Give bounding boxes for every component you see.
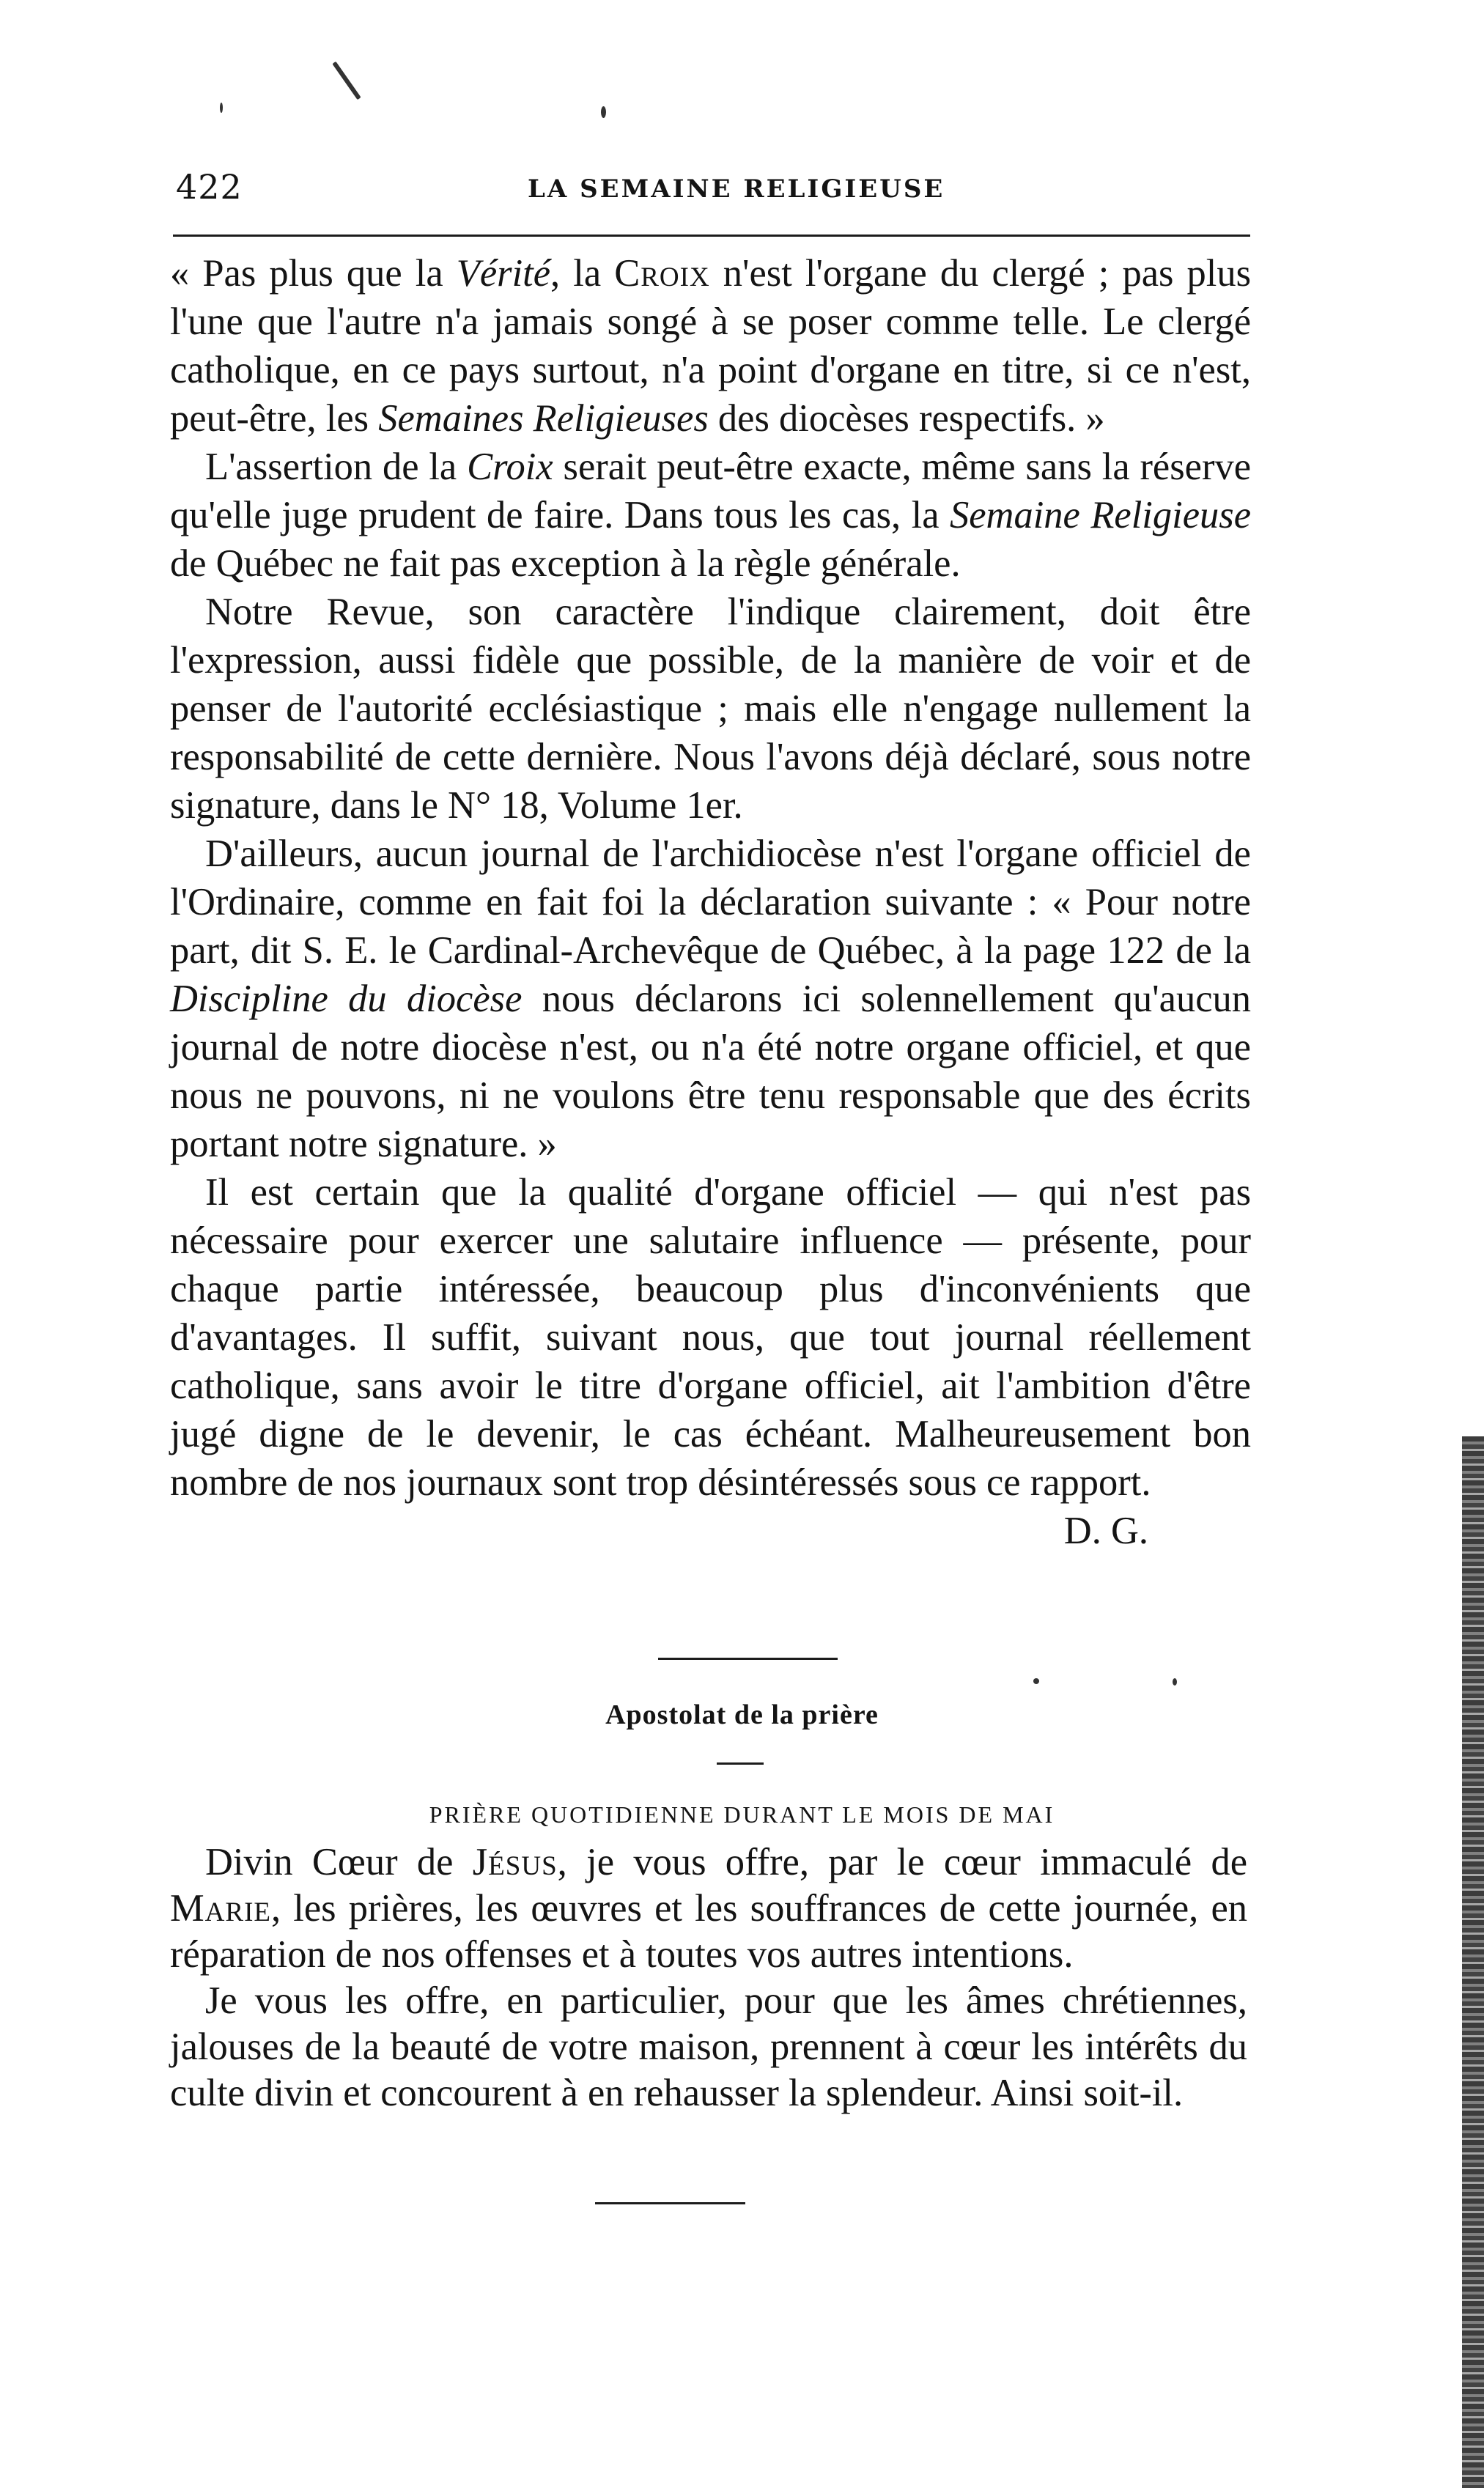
section-subtitle: PRIÈRE QUOTIDIENNE DURANT LE MOIS DE MAI <box>429 1801 1055 1828</box>
ink-speck <box>1173 1678 1177 1686</box>
paragraph-2: L'assertion de la Croix serait peut-être exacte, même sans la réserve qu'elle juge prudent de faire. Dans tous les cas, la Semaine Religieuse de Québec ne fait pas exception à la règle générale. <box>170 446 1251 585</box>
title-dash <box>717 1762 764 1765</box>
page-edge-shadow <box>1462 1436 1484 2488</box>
page-number: 422 <box>176 167 243 207</box>
paragraph-1: « Pas plus que la Vérité, la Croix n'est l'organe du clergé ; pas plus l'une que l'autre n'a jamais songé à se poser comme telle. Le clergé catholique, en ce pays surtout, n'a point d'organe en titre, si ce n'est, peut-être, les Semaines Religieuses des diocèses respectifs. » <box>170 252 1252 440</box>
ink-speck <box>601 106 606 118</box>
prayer-paragraph-1: Divin Cœur de Jésus, je vous offre, par le cœur immaculé de Marie, les prières, les œuvres et les souffrances de cette journée, en réparation de nos offenses et à toutes vos autres intentions. <box>170 1841 1247 1976</box>
section-title: Apostolat de la prière <box>605 1699 879 1730</box>
ink-speck <box>332 62 361 100</box>
separator-rule-1 <box>658 1658 838 1660</box>
signature: D. G. <box>1063 1510 1148 1552</box>
running-head: LA SEMAINE RELIGIEUSE <box>528 174 945 204</box>
ink-speck <box>220 103 223 113</box>
paragraph-5: Il est certain que la qualité d'organe officiel — qui n'est pas nécessaire pour exercer une salutaire influence — présente, pour chaque partie intéressée, beaucoup plus d'inconvénients que d'avantages. Il suffit, suivant nous, que tout journal réellement catholique, sans avoir le titre d'organe officiel, ait l'ambition d'être jugé digne de le devenir, le cas échéant. Malheureusement bon nombre de nos journaux sont trop désintéressés sous ce rapport. <box>170 1171 1251 1504</box>
paragraph-4: D'ailleurs, aucun journal de l'archidiocèse n'est l'organe officiel de l'Ordinaire, comme en fait foi la déclaration suivante : « Pour notre part, dit S. E. le Cardinal-Archevêque de Québec, à la page 122 de la Discipline du diocèse nous déclarons ici solennellement qu'aucun journal de notre diocèse n'est, ou n'a été notre organe officiel, et que nous ne pouvons, ni ne voulons être tenu responsable que des écrits portant notre signature. » <box>170 833 1251 1165</box>
header-rule <box>173 235 1250 237</box>
prayer-paragraph-2: Je vous les offre, en particulier, pour que les âmes chrétiennes, jalouses de la beauté de votre maison, prennent à cœur les intérêts du culte divin et concourent à en rehausser la splendeur. Ainsi soit-il. <box>170 1979 1247 2114</box>
paragraph-3: Notre Revue, son caractère l'indique clairement, doit être l'expression, aussi fidèle que possible, de la manière de voir et de penser de l'autorité ecclésiastique ; mais elle n'engage nullement la responsabilité de cette dernière. Nous l'avons déjà déclaré, sous notre signature, dans le N° 18, Volume 1er. <box>170 591 1251 827</box>
signature-line <box>170 1507 1251 1555</box>
page-header <box>176 167 1246 211</box>
separator-rule-2 <box>595 2202 745 2204</box>
ink-speck <box>1033 1678 1039 1684</box>
article-body <box>170 249 1251 1555</box>
prayer-body <box>170 1839 1247 2116</box>
